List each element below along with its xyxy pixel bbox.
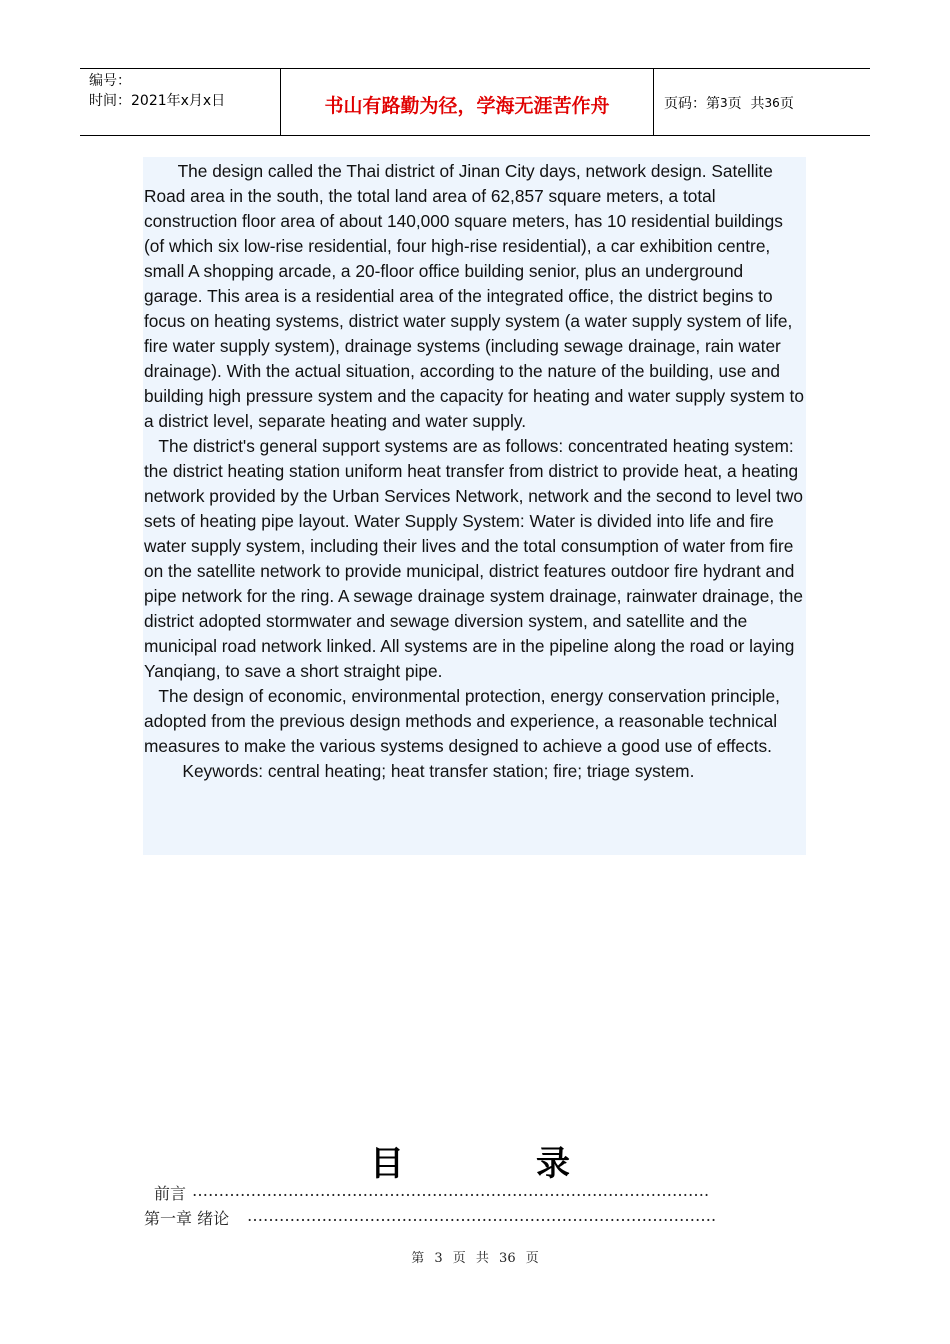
serial-number-label: 编号： — [89, 73, 131, 89]
toc-entry-leader: ……………………………………………………………………………. — [247, 1206, 717, 1225]
header-meta-cell — [80, 69, 281, 135]
toc-title-right: 录 — [536, 1144, 570, 1184]
toc-entry-leader: ……………………………………………………………………………………. — [192, 1181, 710, 1200]
toc-entry-label: 第一章 绪论 — [144, 1209, 230, 1228]
toc-entry-chapter-1[interactable] — [0, 1206, 950, 1230]
page-footer: 第 3 页 共 36 页 — [411, 1251, 539, 1266]
toc-title-left: 目 — [370, 1144, 404, 1184]
toc-entry-label: 前言 — [154, 1184, 187, 1203]
page-mid: 页 共 — [727, 96, 765, 112]
abstract-paragraph: The design called the Thai district of Jinan City days, network design. Satellite Road area in the south, the total land area of 62,857 square meters, a total construction floor area of about 140,000 square meters, has 10 residential buildings (of which six low-rise residential, four high-rise residential), a car exhibition centre, small A shopping arcade, a 20-floor office building senior, plus an underground garage. This area is a residential area of the integrated office, the district begins to focus on heating systems, district water supply system (a water supply system of life, fire water supply system), drainage systems (including sewage drainage, rain water drainage). With the actual situation, according to the nature of the building, use and building high pressure system and the capacity for heating and water supply system to a district level, separate heating and water supply. — [144, 161, 809, 431]
page-suffix: 页 — [779, 96, 794, 112]
english-abstract — [143, 157, 809, 855]
date-label: 时间：2021年x月x日 — [89, 93, 226, 109]
toc-title — [370, 1136, 570, 1184]
abstract-paragraph: The district's general support systems are as follows: concentrated heating system: the district heating station uniform heat transfer from district to provide heat, a heating network provided by the Urban Services Network, network and the second to level two sets of heating pipe layout. Water Supply System: Water is divided into life and fire water supply system, including their lives and the total consumption of water from fire on the satellite network to provide municipal, district features outdoor fire hydrant and pipe network for the ring. A sewage drainage system drainage, rainwater drainage, the district adopted stormwater and sewage diversion system, and satellite and the municipal road network linked. All systems are in the pipeline along the road or laying Yanqiang, to save a short straight pipe. — [144, 436, 808, 681]
toc-entry-preface[interactable] — [0, 1181, 950, 1205]
abstract-paragraph: The design of economic, environmental protection, energy conservation principle, adopted from the previous design methods and experience, a reasonable technical measures to make the various systems designed to achieve a good use of effects. — [144, 686, 785, 756]
page-current: 3 — [720, 96, 728, 110]
page-header — [80, 68, 870, 136]
header-motto: 书山有路勤为径，学海无涯苦作舟 — [281, 69, 654, 135]
page-prefix: 页码：第 — [664, 96, 720, 112]
page-total: 36 — [764, 96, 780, 110]
header-page-info — [654, 69, 870, 135]
abstract-keywords: Keywords: central heating; heat transfer station; fire; triage system. — [144, 761, 695, 781]
